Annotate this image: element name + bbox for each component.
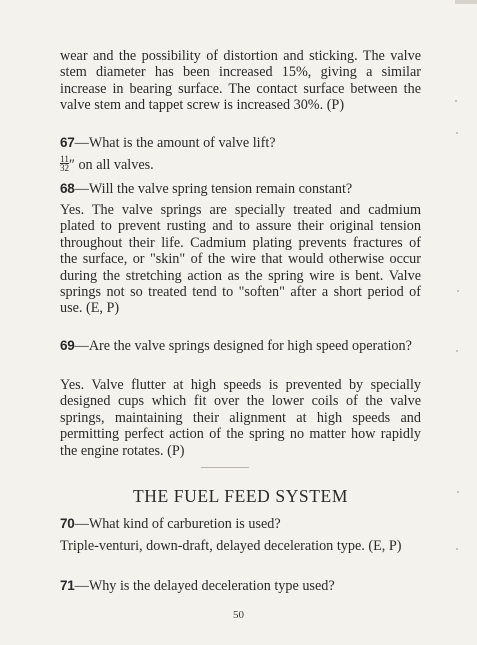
intro-paragraph: wear and the possibility of distortion and sticking. The valve stem diameter has been increased 15%, giving a similar increase in bearing surface. The contact surface between the valve stem and tappet screw is increased 30%. (P)	[60, 48, 421, 114]
fraction-numerator: 11	[60, 154, 69, 164]
paper-speck	[456, 548, 458, 550]
question-number: 68	[60, 181, 75, 196]
answer-70: Triple-venturi, down-draft, delayed deceleration type. (E, P)	[60, 538, 402, 554]
paper-speck	[455, 100, 457, 102]
question-text: —Are the valve springs designed for high speed operation?	[74, 338, 412, 354]
section-title: THE FUEL FEED SYSTEM	[132, 486, 349, 506]
answer-67	[60, 155, 421, 173]
question-69	[60, 338, 421, 354]
question-text: —What kind of carburetion is used?	[74, 516, 281, 532]
question-text: —Will the valve spring tension remain constant?	[74, 181, 353, 197]
paper-speck	[456, 350, 458, 352]
paper-speck	[457, 290, 459, 292]
question-number: 70	[60, 516, 75, 531]
answer-text: ″ on all valves.	[69, 157, 154, 173]
answer-68: Yes. The valve springs are specially treated and cadmium plated to prevent rusting and to assure their original tension throughout their life. Cadmium plating prevents fractures of the surface, or "skin" of the wire that would otherwise occur during the stretching action as the spring wire is bent. Valve springs not so treated tend to "soften" after a short period of use. (E, P)	[60, 202, 421, 317]
question-68	[60, 181, 421, 197]
answer-69: Yes. Valve flutter at high speeds is prevented by specially designed cups which fit over the lower coils of the valve springs, maintaining their alignment at high speeds and permitting perfect action of the spring no matter how rapidly the engine rotates. (P)	[60, 377, 421, 459]
question-67	[60, 135, 421, 151]
page-edge-shadow	[455, 0, 477, 4]
fraction-denominator: 32	[60, 163, 69, 173]
question-71	[60, 578, 421, 594]
question-number: 67	[60, 135, 75, 150]
question-text: —Why is the delayed deceleration type used?	[74, 578, 335, 594]
fraction	[60, 155, 69, 172]
question-number: 69	[60, 338, 75, 353]
question-text: —What is the amount of valve lift?	[74, 135, 276, 151]
paper-speck	[457, 491, 459, 493]
question-number: 71	[60, 578, 75, 593]
paper-speck	[456, 132, 458, 134]
question-70	[60, 516, 421, 532]
page-number: 50	[233, 609, 244, 621]
section-divider	[201, 467, 249, 468]
